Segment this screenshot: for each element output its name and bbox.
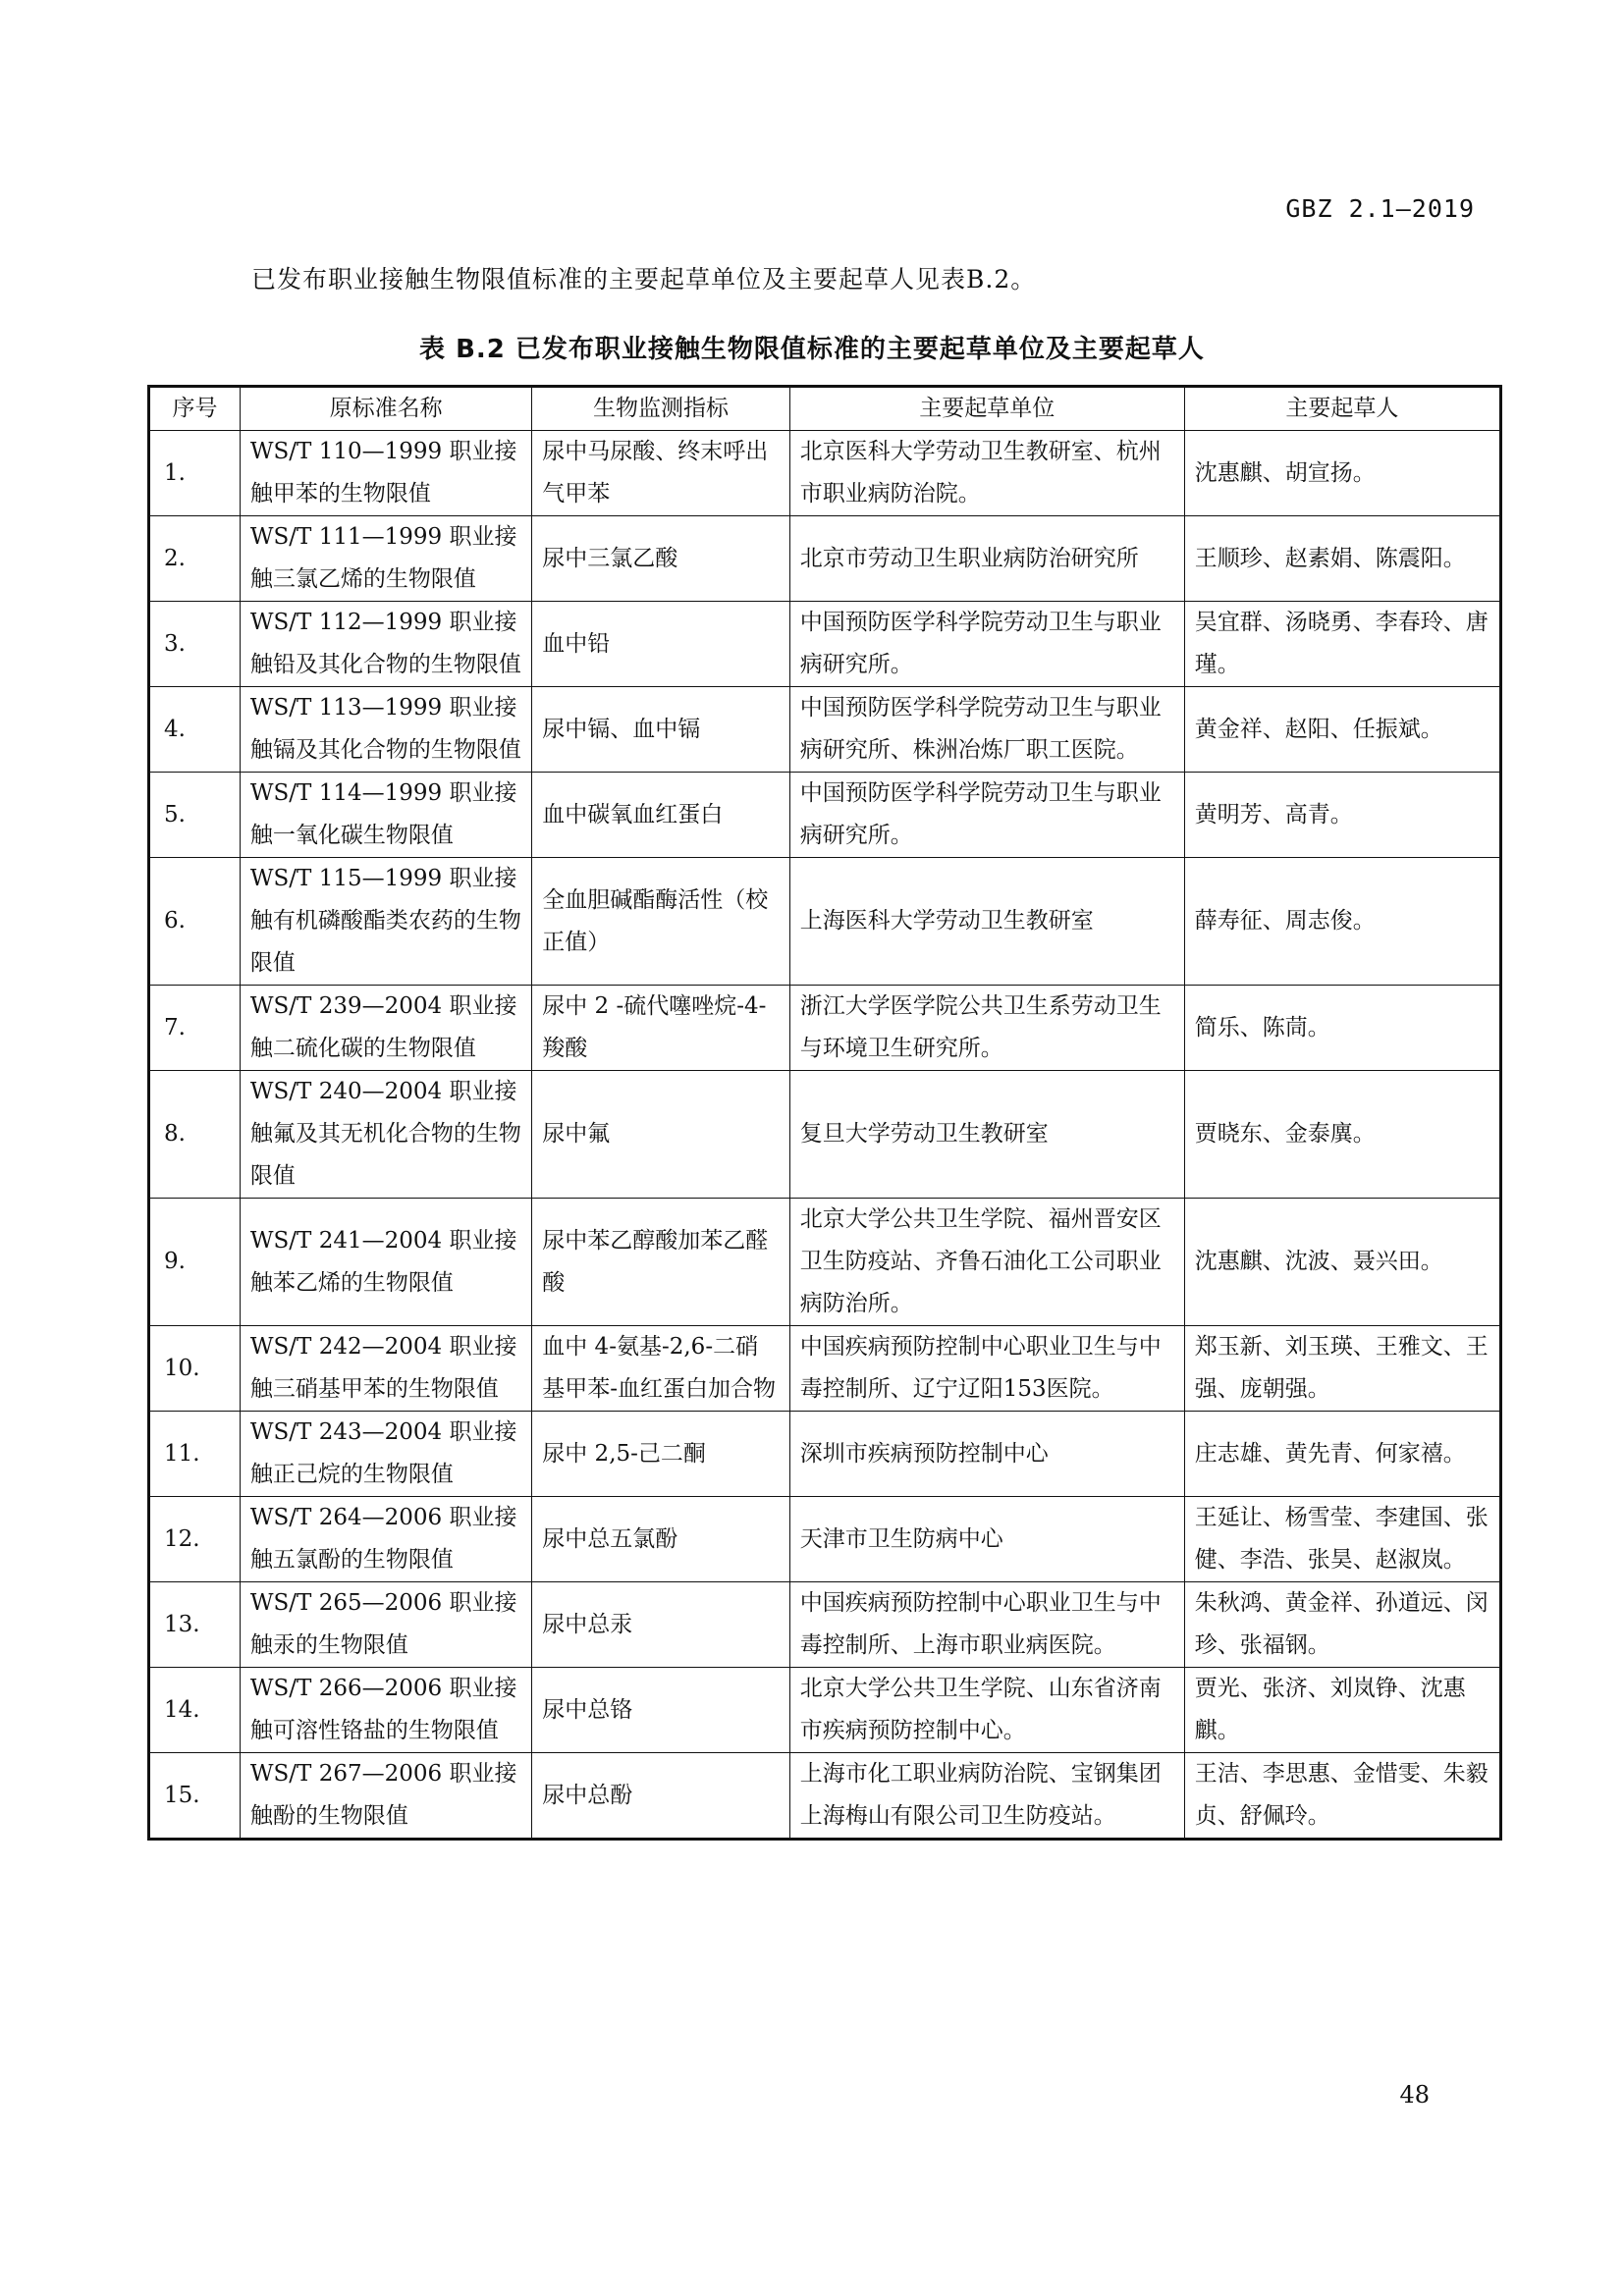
table-row xyxy=(149,431,1501,516)
cell-drafters: 王顺珍、赵素娟、陈震阳。 xyxy=(1184,516,1500,602)
header-standard-name: 原标准名称 xyxy=(240,387,531,431)
cell-standard-name: WS/T 114—1999 职业接触一氧化碳生物限值 xyxy=(240,773,531,858)
cell-indicator: 尿中总汞 xyxy=(532,1582,790,1668)
cell-indicator: 尿中 2 -硫代噻唑烷-4-羧酸 xyxy=(532,986,790,1071)
cell-index: 14. xyxy=(149,1668,241,1753)
cell-drafters: 庄志雄、黄先青、何家禧。 xyxy=(1184,1412,1500,1497)
cell-drafting-unit: 中国预防医学科学院劳动卫生与职业病研究所、株洲冶炼厂职工医院。 xyxy=(789,687,1184,773)
cell-drafters: 简乐、陈茼。 xyxy=(1184,986,1500,1071)
cell-indicator: 尿中苯乙醇酸加苯乙醛酸 xyxy=(532,1199,790,1326)
cell-indicator: 尿中总铬 xyxy=(532,1668,790,1753)
cell-drafting-unit: 中国疾病预防控制中心职业卫生与中毒控制所、辽宁辽阳153医院。 xyxy=(789,1326,1184,1412)
table-row xyxy=(149,1199,1501,1326)
cell-drafters: 沈惠麒、胡宣扬。 xyxy=(1184,431,1500,516)
table-row xyxy=(149,773,1501,858)
cell-standard-name: WS/T 110—1999 职业接触甲苯的生物限值 xyxy=(240,431,531,516)
cell-drafters: 朱秋鸿、黄金祥、孙道远、闵珍、张福钢。 xyxy=(1184,1582,1500,1668)
cell-drafters: 薛寿征、周志俊。 xyxy=(1184,858,1500,986)
cell-drafters: 黄明芳、高青。 xyxy=(1184,773,1500,858)
standards-table xyxy=(147,385,1502,1841)
table-row xyxy=(149,986,1501,1071)
cell-standard-name: WS/T 112—1999 职业接触铅及其化合物的生物限值 xyxy=(240,602,531,687)
cell-standard-name: WS/T 242—2004 职业接触三硝基甲苯的生物限值 xyxy=(240,1326,531,1412)
cell-standard-name: WS/T 265—2006 职业接触汞的生物限值 xyxy=(240,1582,531,1668)
cell-standard-name: WS/T 266—2006 职业接触可溶性铬盐的生物限值 xyxy=(240,1668,531,1753)
cell-standard-name: WS/T 113—1999 职业接触镉及其化合物的生物限值 xyxy=(240,687,531,773)
header-drafters: 主要起草人 xyxy=(1184,387,1500,431)
cell-index: 5. xyxy=(149,773,241,858)
cell-drafters: 黄金祥、赵阳、任振斌。 xyxy=(1184,687,1500,773)
cell-indicator: 尿中氟 xyxy=(532,1071,790,1199)
cell-standard-name: WS/T 243—2004 职业接触正己烷的生物限值 xyxy=(240,1412,531,1497)
header-index: 序号 xyxy=(149,387,241,431)
cell-index: 6. xyxy=(149,858,241,986)
table-row xyxy=(149,516,1501,602)
cell-indicator: 血中 4-氨基-2,6-二硝基甲苯-血红蛋白加合物 xyxy=(532,1326,790,1412)
cell-index: 7. xyxy=(149,986,241,1071)
cell-drafting-unit: 北京医科大学劳动卫生教研室、杭州市职业病防治院。 xyxy=(789,431,1184,516)
cell-index: 3. xyxy=(149,602,241,687)
cell-drafting-unit: 中国疾病预防控制中心职业卫生与中毒控制所、上海市职业病医院。 xyxy=(789,1582,1184,1668)
cell-drafters: 王洁、李思惠、金惜雯、朱毅贞、舒佩玲。 xyxy=(1184,1753,1500,1840)
cell-drafters: 沈惠麒、沈波、聂兴田。 xyxy=(1184,1199,1500,1326)
table-row xyxy=(149,1753,1501,1840)
cell-standard-name: WS/T 264—2006 职业接触五氯酚的生物限值 xyxy=(240,1497,531,1582)
cell-index: 9. xyxy=(149,1199,241,1326)
cell-standard-name: WS/T 267—2006 职业接触酚的生物限值 xyxy=(240,1753,531,1840)
cell-index: 13. xyxy=(149,1582,241,1668)
cell-drafters: 郑玉新、刘玉瑛、王雅文、王强、庞朝强。 xyxy=(1184,1326,1500,1412)
table-header-row xyxy=(149,387,1501,431)
cell-index: 10. xyxy=(149,1326,241,1412)
cell-index: 8. xyxy=(149,1071,241,1199)
cell-indicator: 尿中镉、血中镉 xyxy=(532,687,790,773)
cell-drafters: 贾光、张济、刘岚铮、沈惠麒。 xyxy=(1184,1668,1500,1753)
cell-indicator: 尿中总酚 xyxy=(532,1753,790,1840)
header-drafting-unit: 主要起草单位 xyxy=(789,387,1184,431)
table-row xyxy=(149,602,1501,687)
table-row xyxy=(149,687,1501,773)
cell-indicator: 尿中三氯乙酸 xyxy=(532,516,790,602)
cell-drafting-unit: 中国预防医学科学院劳动卫生与职业病研究所。 xyxy=(789,602,1184,687)
document-code: GBZ 2.1—2019 xyxy=(1285,194,1475,223)
cell-indicator: 尿中总五氯酚 xyxy=(532,1497,790,1582)
cell-drafters: 王延让、杨雪莹、李建国、张健、李浩、张昊、赵淑岚。 xyxy=(1184,1497,1500,1582)
cell-drafting-unit: 北京市劳动卫生职业病防治研究所 xyxy=(789,516,1184,602)
cell-index: 15. xyxy=(149,1753,241,1840)
header-indicator: 生物监测指标 xyxy=(532,387,790,431)
cell-standard-name: WS/T 115—1999 职业接触有机磷酸酯类农药的生物限值 xyxy=(240,858,531,986)
cell-index: 11. xyxy=(149,1412,241,1497)
cell-indicator: 尿中马尿酸、终末呼出气甲苯 xyxy=(532,431,790,516)
table-row xyxy=(149,858,1501,986)
cell-drafting-unit: 北京大学公共卫生学院、福州晋安区卫生防疫站、齐鲁石油化工公司职业病防治所。 xyxy=(789,1199,1184,1326)
cell-standard-name: WS/T 240—2004 职业接触氟及其无机化合物的生物限值 xyxy=(240,1071,531,1199)
cell-indicator: 血中铅 xyxy=(532,602,790,687)
cell-index: 2. xyxy=(149,516,241,602)
table-row xyxy=(149,1497,1501,1582)
cell-index: 4. xyxy=(149,687,241,773)
cell-drafting-unit: 中国预防医学科学院劳动卫生与职业病研究所。 xyxy=(789,773,1184,858)
cell-drafting-unit: 浙江大学医学院公共卫生系劳动卫生与环境卫生研究所。 xyxy=(789,986,1184,1071)
cell-standard-name: WS/T 241—2004 职业接触苯乙烯的生物限值 xyxy=(240,1199,531,1326)
cell-drafting-unit: 北京大学公共卫生学院、山东省济南市疾病预防控制中心。 xyxy=(789,1668,1184,1753)
cell-drafting-unit: 深圳市疾病预防控制中心 xyxy=(789,1412,1184,1497)
cell-indicator: 全血胆碱酯酶活性（校正值） xyxy=(532,858,790,986)
cell-drafting-unit: 复旦大学劳动卫生教研室 xyxy=(789,1071,1184,1199)
table-row xyxy=(149,1071,1501,1199)
cell-index: 1. xyxy=(149,431,241,516)
cell-drafters: 贾晓东、金泰廙。 xyxy=(1184,1071,1500,1199)
cell-indicator: 血中碳氧血红蛋白 xyxy=(532,773,790,858)
table-caption: 表 B.2 已发布职业接触生物限值标准的主要起草单位及主要起草人 xyxy=(419,335,1205,364)
cell-standard-name: WS/T 111—1999 职业接触三氯乙烯的生物限值 xyxy=(240,516,531,602)
intro-paragraph: 已发布职业接触生物限值标准的主要起草单位及主要起草人见表B.2。 xyxy=(251,265,1037,294)
cell-drafting-unit: 上海市化工职业病防治院、宝钢集团上海梅山有限公司卫生防疫站。 xyxy=(789,1753,1184,1840)
cell-drafting-unit: 天津市卫生防病中心 xyxy=(789,1497,1184,1582)
cell-drafters: 吴宜群、汤晓勇、李春玲、唐瑾。 xyxy=(1184,602,1500,687)
cell-indicator: 尿中 2,5-己二酮 xyxy=(532,1412,790,1497)
cell-index: 12. xyxy=(149,1497,241,1582)
table-row xyxy=(149,1582,1501,1668)
table-row xyxy=(149,1326,1501,1412)
cell-standard-name: WS/T 239—2004 职业接触二硫化碳的生物限值 xyxy=(240,986,531,1071)
table-row xyxy=(149,1668,1501,1753)
cell-drafting-unit: 上海医科大学劳动卫生教研室 xyxy=(789,858,1184,986)
table-row xyxy=(149,1412,1501,1497)
page-number: 48 xyxy=(1399,2081,1430,2109)
